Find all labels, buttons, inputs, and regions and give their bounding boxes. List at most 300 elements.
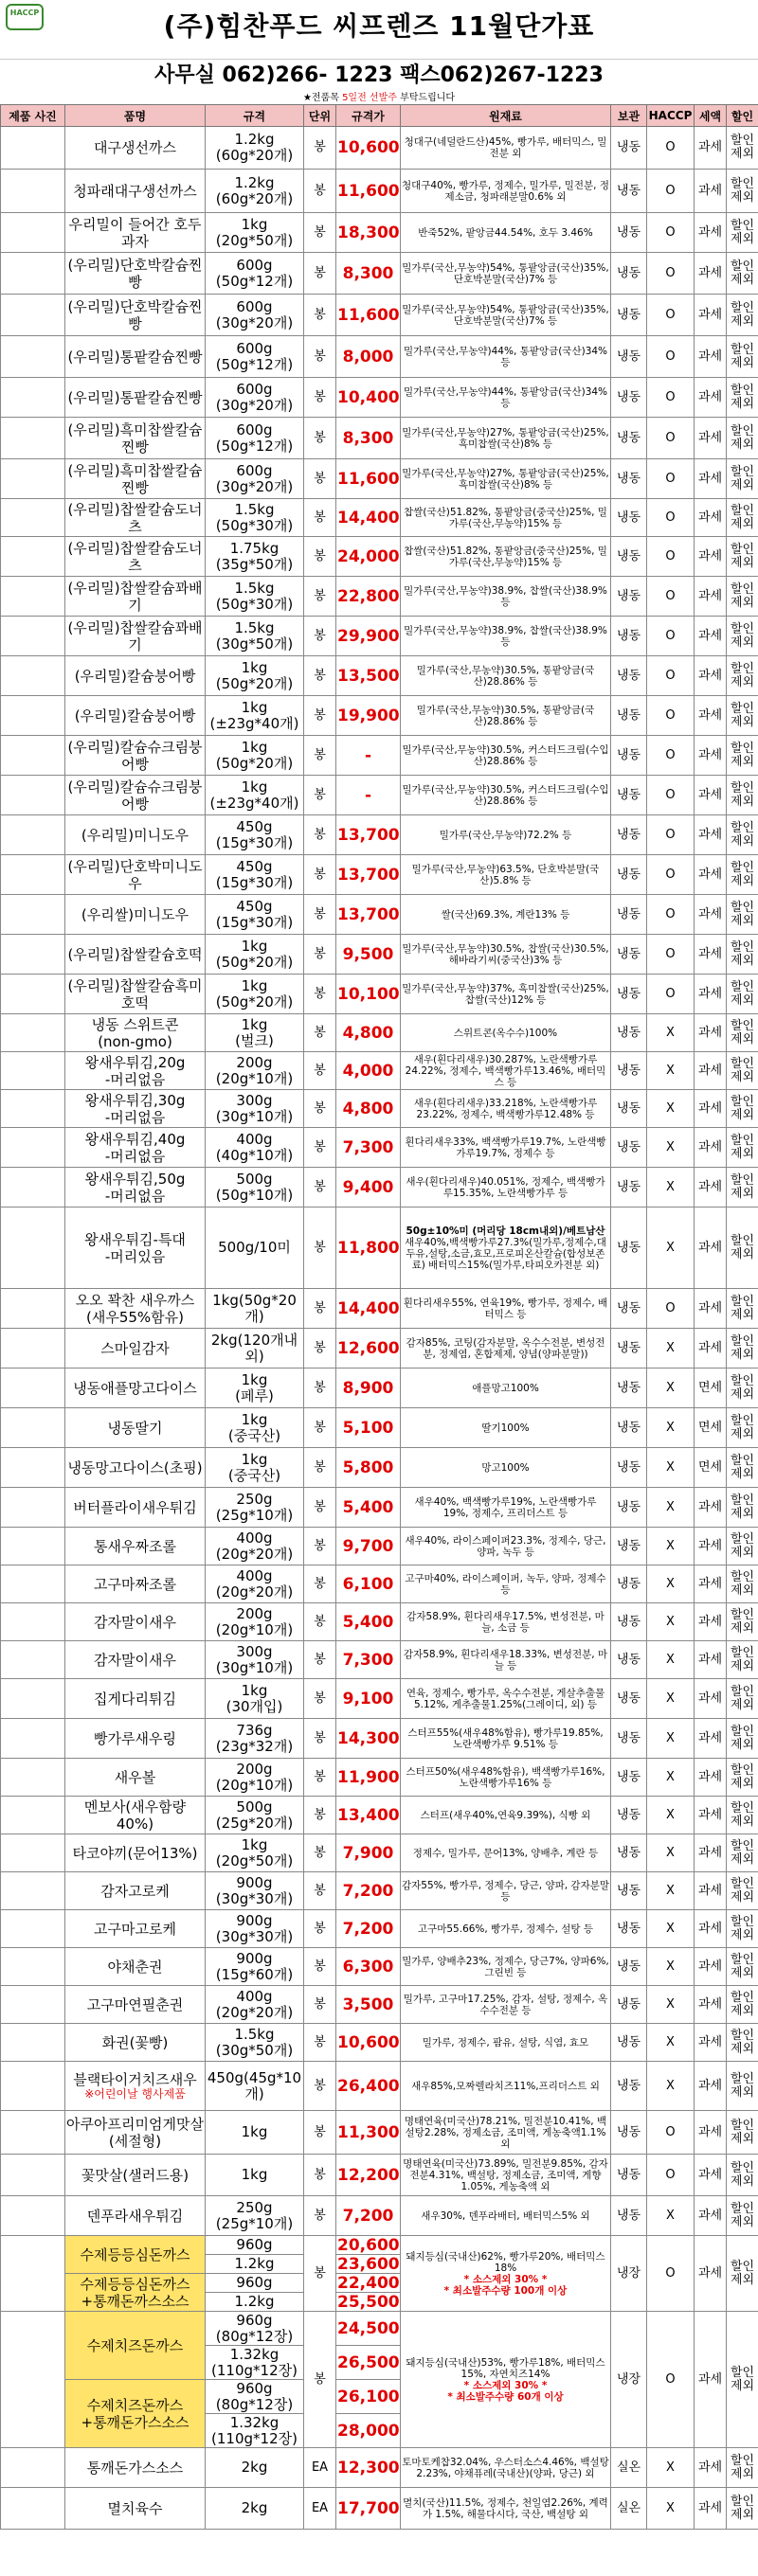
product-name: 고구마고로케: [65, 1910, 206, 1948]
product-photo: [1, 2312, 65, 2448]
product-spec: 1kg(50g*20개): [206, 1289, 304, 1329]
product-tax: 과세: [695, 696, 727, 736]
product-name: 왕새우튀김,20g -머리없음: [65, 1052, 206, 1090]
product-tax: 과세: [695, 1488, 727, 1528]
product-price: 25,500: [337, 2292, 400, 2312]
product-price: 9,500: [336, 935, 401, 975]
product-tax: 면세: [695, 1408, 727, 1448]
product-storage: 냉동: [611, 2111, 647, 2155]
product-tax: 과세: [695, 1289, 727, 1329]
product-spec: 1.75kg (35g*50개): [206, 537, 304, 577]
product-discount: 할인제외: [727, 1719, 758, 1759]
product-storage: 냉동: [611, 170, 647, 213]
product-name: 덴푸라새우튀김: [65, 2196, 206, 2236]
product-name: 멘보사(새우함량40%): [65, 1797, 206, 1834]
product-storage: 냉동: [611, 1948, 647, 1986]
product-unit: 봉: [304, 577, 336, 617]
product-spec: 450g(45g*10개): [206, 2062, 304, 2111]
product-ingredients: 밀가루(국산,무농약)54%, 통팥앙금(국산)35%, 단호박분말(국산)7% 등: [401, 253, 611, 295]
product-price: 13,400: [336, 1797, 401, 1834]
product-name: 냉동 스위트콘 (non-gmo): [65, 1014, 206, 1052]
product-name: (우리밀)칼슘붕어빵: [65, 656, 206, 696]
product-price: 14,400: [336, 1289, 401, 1329]
product-name: 새우볼: [65, 1759, 206, 1797]
product-ingredients: 밀가루(국산,무농약)30.5%, 찹쌀(국산)30.5%, 해바라기씨(중국산)3% 등: [401, 935, 611, 975]
product-haccp: X: [647, 1797, 695, 1834]
table-row: [1, 736, 758, 776]
product-price: 24,000: [336, 537, 401, 577]
product-haccp: X: [647, 2488, 695, 2530]
product-unit: 봉: [304, 2312, 336, 2448]
product-price: 10,600: [336, 2024, 401, 2062]
product-price: 3,500: [336, 1986, 401, 2024]
product-unit: 봉: [304, 1759, 336, 1797]
product-spec: 1.2kg (60g*20개): [206, 127, 304, 170]
product-photo: [1, 1090, 65, 1128]
product-tax: 과세: [695, 776, 727, 815]
table-row: [1, 499, 758, 537]
product-name: 스마일감자: [65, 1329, 206, 1368]
product-unit: 봉: [304, 1368, 336, 1408]
product-photo: [1, 1128, 65, 1168]
product-discount: 할인제외: [727, 577, 758, 617]
product-name: 고구마짜조롤: [65, 1565, 206, 1603]
product-discount: 할인제외: [727, 1128, 758, 1168]
product-haccp: X: [647, 1679, 695, 1719]
col-header: 품명: [65, 105, 206, 127]
product-ingredients: 흰다리새우55%, 연육19%, 빵가루, 정제수, 배터믹스 등: [401, 1289, 611, 1329]
product-price: 22,800: [336, 577, 401, 617]
product-price: 23,600: [337, 2254, 400, 2274]
product-spec: 736g (23g*32개): [206, 1719, 304, 1759]
product-haccp: O: [647, 935, 695, 975]
product-spec: 200g (20g*10개): [206, 1603, 304, 1641]
product-photo: [1, 1052, 65, 1090]
product-spec: 1kg: [206, 2155, 304, 2196]
product-price: 11,900: [336, 1759, 401, 1797]
product-ingredients: 고구마55.66%, 빵가루, 정제수, 설탕 등: [401, 1910, 611, 1948]
product-name: 집게다리튀김: [65, 1679, 206, 1719]
product-storage: 냉동: [611, 776, 647, 815]
product-name: (우리밀)단호박칼슘찐빵: [65, 295, 206, 336]
product-tax: 과세: [695, 418, 727, 459]
product-price: 9,400: [336, 1168, 401, 1208]
product-price: 11,600: [336, 170, 401, 213]
product-spec: 1kg (50g*20개): [206, 935, 304, 975]
product-spec: 500g (25g*20개): [206, 1797, 304, 1834]
product-price: 26,400: [336, 2062, 401, 2111]
table-row: [1, 1641, 758, 1679]
product-tax: 과세: [695, 2236, 727, 2312]
product-spec: 960g (80g*12장): [206, 2380, 304, 2414]
product-unit: 봉: [304, 975, 336, 1014]
product-haccp: X: [647, 1448, 695, 1488]
product-ingredients: 밀가루(국산,무농약)37%, 흑미찹쌀(국산)25%, 찹쌀(국산)12% 등: [401, 975, 611, 1014]
product-haccp: O: [647, 127, 695, 170]
product-storage: 냉동: [611, 1448, 647, 1488]
table-row: [1, 895, 758, 935]
product-name: (우리밀)찹쌀칼슘도너츠: [65, 537, 206, 577]
product-ingredients: 스위트콘(옥수수)100%: [401, 1014, 611, 1052]
product-photo: [1, 656, 65, 696]
order-note: * 소스제외 30% * * 최소발주수량 60개 이상: [447, 2379, 564, 2403]
product-name: (우리밀)단호박미니도우: [65, 855, 206, 895]
product-discount: 할인제외: [727, 459, 758, 499]
product-photo: [1, 1208, 65, 1289]
product-discount: 할인제외: [727, 975, 758, 1014]
product-name: 감자고로케: [65, 1872, 206, 1910]
product-price: 18,300: [336, 213, 401, 253]
product-price: 13,500: [336, 656, 401, 696]
product-tax: 과세: [695, 1948, 727, 1986]
product-tax: 과세: [695, 1329, 727, 1368]
product-haccp: X: [647, 2196, 695, 2236]
product-photo: [1, 617, 65, 656]
product-spec: 1kg (중국산): [206, 1448, 304, 1488]
product-name: (우리밀)미니도우: [65, 815, 206, 855]
product-storage: 냉동: [611, 736, 647, 776]
product-price: 7,300: [336, 1128, 401, 1168]
table-row: [1, 1408, 758, 1448]
product-photo: [1, 1679, 65, 1719]
table-row: [1, 577, 758, 617]
product-ingredients: 찹쌀(국산)51.82%, 통팥앙금(중국산)25%, 밀가루(국산,무농약)15% 등: [401, 499, 611, 537]
product-discount: 할인제외: [727, 1448, 758, 1488]
product-tax: 과세: [695, 1208, 727, 1289]
product-discount: 할인제외: [727, 1488, 758, 1528]
col-header: 제품 사진: [1, 105, 65, 127]
product-photo: [1, 1408, 65, 1448]
product-discount: 할인제외: [727, 378, 758, 418]
product-unit: 봉: [304, 1797, 336, 1834]
product-price: 4,800: [336, 1090, 401, 1128]
product-storage: 냉동: [611, 1759, 647, 1797]
table-row: [1, 2111, 758, 2155]
product-haccp: X: [647, 1986, 695, 2024]
product-photo: [1, 776, 65, 815]
product-storage: 냉동: [611, 1128, 647, 1168]
product-unit: 봉: [304, 1910, 336, 1948]
table-row: [1, 2062, 758, 2111]
product-storage: 냉동: [611, 1408, 647, 1448]
table-row: [1, 295, 758, 336]
product-tax: 과세: [695, 975, 727, 1014]
product-tax: 과세: [695, 815, 727, 855]
product-spec: 900g (30g*30개): [206, 1910, 304, 1948]
product-haccp: O: [647, 336, 695, 378]
product-price: 28,000: [336, 2414, 401, 2448]
table-row: [1, 617, 758, 656]
contact-line: 사무실 062)266- 1223 팩스062)267-1223: [0, 59, 758, 92]
product-haccp: O: [647, 378, 695, 418]
product-photo: [1, 213, 65, 253]
product-ingredients: 애플망고100%: [401, 1368, 611, 1408]
product-photo: [1, 1872, 65, 1910]
product-tax: 면세: [695, 1448, 727, 1488]
product-name: 고구마연필춘권: [65, 1986, 206, 2024]
product-haccp: X: [647, 1910, 695, 1948]
product-storage: 실온: [611, 2448, 647, 2488]
product-spec: 1.2kg (60g*20개): [206, 170, 304, 213]
product-storage: 냉장: [611, 2236, 647, 2312]
product-tax: 과세: [695, 213, 727, 253]
product-photo: [1, 2196, 65, 2236]
product-name: (우리밀)찹쌀칼슘호떡: [65, 935, 206, 975]
product-photo: [1, 2155, 65, 2196]
product-discount: 할인제외: [727, 696, 758, 736]
product-tax: 과세: [695, 253, 727, 295]
product-price: 29,900: [336, 617, 401, 656]
product-tax: 과세: [695, 127, 727, 170]
product-unit: 봉: [304, 418, 336, 459]
product-ingredients: 새우(흰다리새우)30.287%, 노란색빵가루24.22%, 정제수, 백색빵가루13.46%, 배터믹스 등: [401, 1052, 611, 1090]
product-unit: 봉: [304, 2024, 336, 2062]
product-name: (우리밀)단호박칼슘찐빵: [65, 253, 206, 295]
table-row: [1, 2196, 758, 2236]
product-haccp: O: [647, 975, 695, 1014]
product-haccp: X: [647, 1565, 695, 1603]
product-price: 10,600: [336, 127, 401, 170]
product-photo: [1, 336, 65, 378]
product-storage: 냉동: [611, 295, 647, 336]
product-storage: 냉동: [611, 1368, 647, 1408]
product-name: (우리밀)통팥칼슘찐빵: [65, 336, 206, 378]
table-row: [1, 1448, 758, 1488]
product-price: 10,100: [336, 975, 401, 1014]
product-ingredients: 명태연육(미국산)78.21%, 밀전분10.41%, 백설탕2.28%, 정제소금, 조미액, 게농축액1.1% 외: [401, 2111, 611, 2155]
product-discount: 할인제외: [727, 537, 758, 577]
product-haccp: O: [647, 656, 695, 696]
product-haccp: X: [647, 1128, 695, 1168]
product-unit: 봉: [304, 1872, 336, 1910]
table-row: [1, 170, 758, 213]
product-name: (우리밀)찹쌀칼슘도너츠: [65, 499, 206, 537]
table-row: [1, 1368, 758, 1408]
product-unit: 봉: [304, 1448, 336, 1488]
product-ingredients: 새우40%, 백색빵가루19%, 노란색빵가루 19%, 정제수, 프리더스트 등: [401, 1488, 611, 1528]
product-unit: 봉: [304, 1090, 336, 1128]
product-price: 14,400: [336, 499, 401, 537]
product-price: 12,200: [336, 2155, 401, 2196]
product-photo: [1, 2236, 65, 2312]
product-storage: 냉장: [611, 2312, 647, 2448]
product-ingredients: 새우30%, 덴푸라배터, 배터믹스5% 외: [401, 2196, 611, 2236]
product-haccp: O: [647, 2236, 695, 2312]
table-row: [1, 1719, 758, 1759]
product-discount: 할인제외: [727, 1565, 758, 1603]
product-storage: 냉동: [611, 617, 647, 656]
product-photo: [1, 499, 65, 537]
product-name: 야채춘권: [65, 1948, 206, 1986]
product-ingredients: 밀가루(국산,무농약)27%, 통팥앙금(국산)25%, 흑미찹쌀(국산)8% 등: [401, 418, 611, 459]
product-unit: 봉: [304, 1679, 336, 1719]
product-discount: 할인제외: [727, 776, 758, 815]
product-unit: 봉: [304, 935, 336, 975]
table-row: [1, 935, 758, 975]
product-photo: [1, 2448, 65, 2488]
product-discount: 할인제외: [727, 1603, 758, 1641]
product-storage: 냉동: [611, 895, 647, 935]
product-unit: 봉: [304, 2062, 336, 2111]
product-photo: [1, 1834, 65, 1872]
product-photo: [1, 1528, 65, 1565]
product-unit: 봉: [304, 855, 336, 895]
product-haccp: O: [647, 2155, 695, 2196]
product-photo: [1, 418, 65, 459]
product-discount: 할인제외: [727, 1986, 758, 2024]
product-tax: 과세: [695, 170, 727, 213]
product-haccp: O: [647, 170, 695, 213]
product-name: (우리밀)흑미찹쌀칼슘찐빵: [65, 418, 206, 459]
product-unit: 봉: [304, 736, 336, 776]
product-spec: 1kg (±23g*40개): [206, 696, 304, 736]
product-unit: 봉: [304, 1986, 336, 2024]
product-spec: 600g (50g*12개): [206, 336, 304, 378]
product-photo: [1, 815, 65, 855]
product-photo: [1, 1641, 65, 1679]
product-spec: 250g (25g*10개): [206, 1488, 304, 1528]
product-tax: 과세: [695, 336, 727, 378]
notice-line: ★전품목 5일전 선발주 부탁드립니다: [0, 92, 758, 105]
product-storage: 냉동: [611, 577, 647, 617]
product-spec: 400g (20g*20개): [206, 1565, 304, 1603]
product-unit: 봉: [304, 459, 336, 499]
product-haccp: O: [647, 418, 695, 459]
product-spec: 300g (30g*10개): [206, 1641, 304, 1679]
product-storage: 냉동: [611, 975, 647, 1014]
product-photo: [1, 1719, 65, 1759]
product-haccp: O: [647, 736, 695, 776]
table-row: [1, 1090, 758, 1128]
product-price: 4,000: [336, 1052, 401, 1090]
product-storage: 냉동: [611, 1014, 647, 1052]
product-unit: 봉: [304, 213, 336, 253]
product-name: 버터플라이새우튀김: [65, 1488, 206, 1528]
product-storage: 냉동: [611, 1679, 647, 1719]
product-spec: 1.32kg (110g*12장): [206, 2414, 304, 2448]
product-photo: [1, 736, 65, 776]
product-tax: 과세: [695, 378, 727, 418]
product-spec: 500g (50g*10개): [206, 1168, 304, 1208]
product-unit: 봉: [304, 1834, 336, 1872]
product-photo: [1, 1014, 65, 1052]
product-spec: 1kg (벌크): [206, 1014, 304, 1052]
product-price: 7,200: [336, 2196, 401, 2236]
product-price: 5,800: [336, 1448, 401, 1488]
product-haccp: X: [647, 2024, 695, 2062]
product-name: 냉동애플망고다이스: [65, 1368, 206, 1408]
product-photo: [1, 855, 65, 895]
product-photo: [1, 459, 65, 499]
product-unit: 봉: [304, 776, 336, 815]
product-photo: [1, 1986, 65, 2024]
product-spec: 900g (30g*30개): [206, 1872, 304, 1910]
product-photo: [1, 1603, 65, 1641]
product-storage: 냉동: [611, 696, 647, 736]
product-ingredients: 밀가루(국산,무농약)30.5%, 통팥앙금(국산)28.86% 등: [401, 696, 611, 736]
product-photo: [1, 2062, 65, 2111]
product-tax: 과세: [695, 2196, 727, 2236]
product-price: 12,600: [336, 1329, 401, 1368]
table-row: [1, 253, 758, 295]
product-ingredients: 밀가루(국산,무농약)44%, 통팥앙금(국산)34% 등: [401, 378, 611, 418]
product-spec: 1.2kg: [206, 2255, 304, 2274]
product-haccp: O: [647, 499, 695, 537]
table-row: [1, 213, 758, 253]
table-row: [1, 815, 758, 855]
table-row: [1, 1834, 758, 1872]
product-discount: 할인제외: [727, 736, 758, 776]
product-ingredients: 망고100%: [401, 1448, 611, 1488]
product-name: 수제치즈돈까스: [65, 2312, 206, 2380]
page-header: [0, 0, 758, 59]
product-storage: 냉동: [611, 336, 647, 378]
table-row: [1, 1488, 758, 1528]
table-row: [1, 2448, 758, 2488]
product-price: 5,400: [336, 1488, 401, 1528]
product-discount: 할인제외: [727, 1872, 758, 1910]
product-discount: 할인제외: [727, 1910, 758, 1948]
product-unit: 봉: [304, 1528, 336, 1565]
product-storage: 냉동: [611, 499, 647, 537]
product-price: 7,200: [336, 1872, 401, 1910]
table-row: [1, 855, 758, 895]
product-unit: 봉: [304, 127, 336, 170]
product-storage: 냉동: [611, 1289, 647, 1329]
product-haccp: O: [647, 815, 695, 855]
product-photo: [1, 1289, 65, 1329]
product-storage: 냉동: [611, 1719, 647, 1759]
product-discount: 할인제외: [727, 2111, 758, 2155]
product-spec: 450g (15g*30개): [206, 855, 304, 895]
product-ingredients: 감자55%, 빵가루, 정제수, 당근, 양파, 감자분말 등: [401, 1872, 611, 1910]
product-spec: 1kg (50g*20개): [206, 975, 304, 1014]
product-haccp: O: [647, 617, 695, 656]
product-price: 11,600: [336, 295, 401, 336]
product-unit: 봉: [304, 2196, 336, 2236]
product-storage: 냉동: [611, 1603, 647, 1641]
product-storage: 냉동: [611, 1090, 647, 1128]
product-ingredients: 스터프55%(새우48%함유), 빵가루19.85%, 노란색빵가루 9.51% 등: [401, 1719, 611, 1759]
product-unit: 봉: [304, 1408, 336, 1448]
product-unit: 봉: [304, 656, 336, 696]
product-name: (우리밀)찹쌀칼슘꽈배기: [65, 617, 206, 656]
product-spec: 400g (20g*20개): [206, 1986, 304, 2024]
product-unit: 봉: [304, 1329, 336, 1368]
product-haccp: X: [647, 1641, 695, 1679]
product-ingredients: 돼지등심(국내산)53%, 빵가루18%, 배터믹스15%, 자연치즈14% * 소스제외 30% * * 최소발주수량 60개 이상: [401, 2312, 611, 2448]
product-tax: 과세: [695, 1528, 727, 1565]
product-photo: [1, 975, 65, 1014]
product-price: 26,100: [336, 2380, 401, 2414]
product-haccp: O: [647, 696, 695, 736]
product-discount: 할인제외: [727, 1052, 758, 1090]
col-header: 보관: [611, 105, 647, 127]
product-tax: 과세: [695, 895, 727, 935]
product-tax: 과세: [695, 1986, 727, 2024]
product-name: 냉동망고다이스(초핑): [65, 1448, 206, 1488]
product-ingredients: 감자58.9%, 흰다리새우18.33%, 변성전분, 마늘 등: [401, 1641, 611, 1679]
table-row: [1, 1208, 758, 1289]
product-name: 빵가루새우링: [65, 1719, 206, 1759]
product-unit: 봉: [304, 1168, 336, 1208]
product-storage: 실온: [611, 2488, 647, 2530]
product-spec: 1.5kg (50g*30개): [206, 577, 304, 617]
table-row: [1, 1014, 758, 1052]
table-row: [1, 1128, 758, 1168]
product-spec: 1.5kg (50g*30개): [206, 499, 304, 537]
product-discount: 할인제외: [727, 1641, 758, 1679]
